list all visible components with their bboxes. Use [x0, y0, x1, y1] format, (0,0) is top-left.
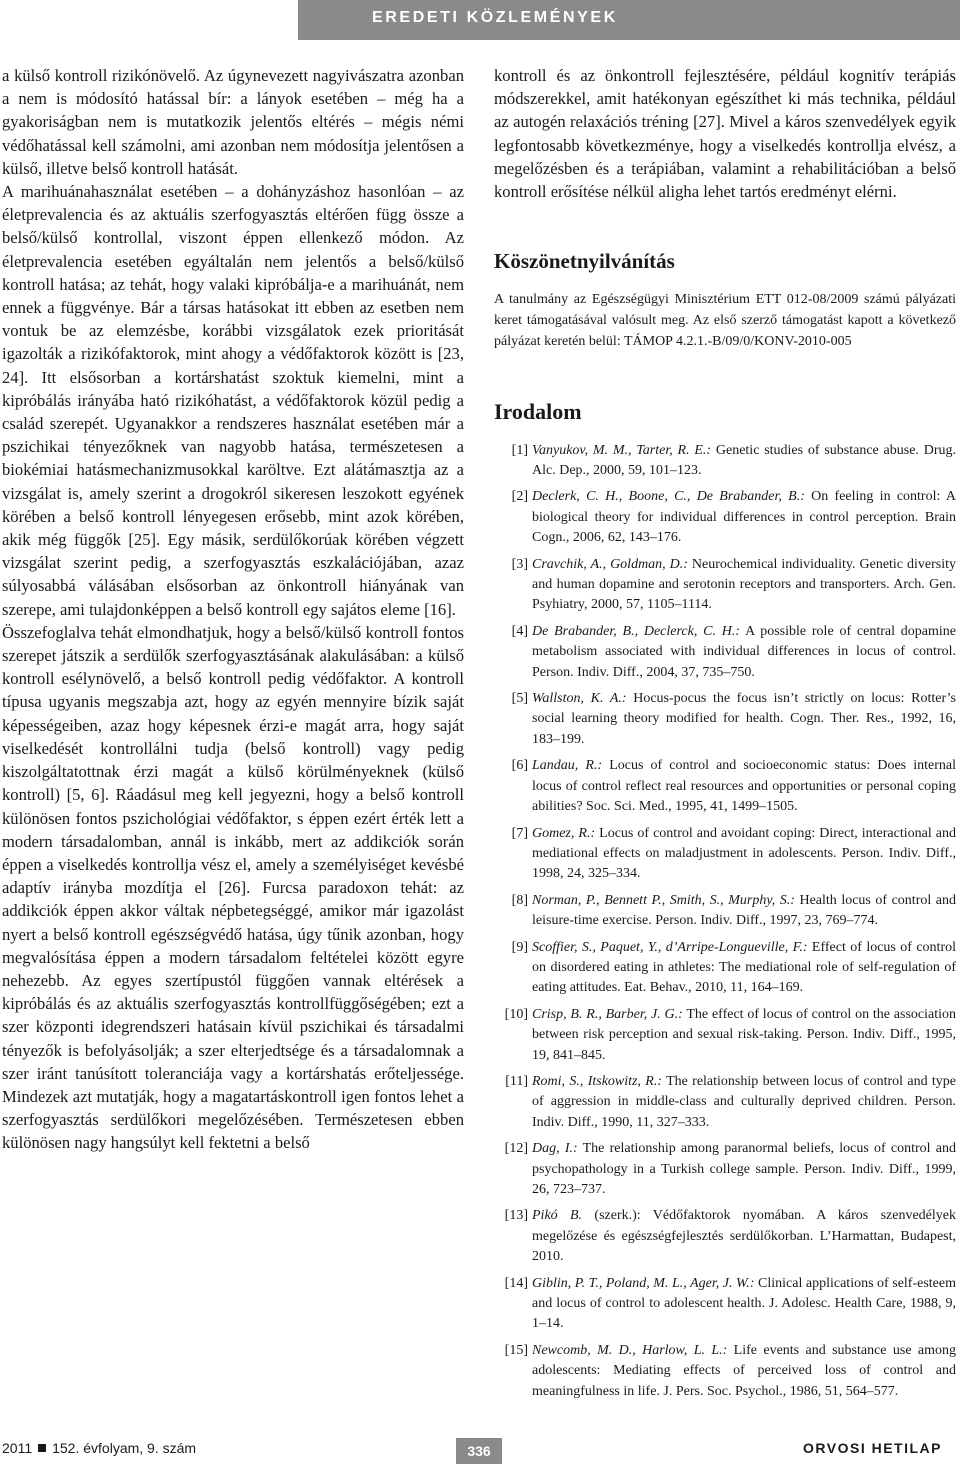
reference-number: [7] — [511, 825, 528, 841]
reference-number: [15] — [504, 1342, 528, 1358]
reference-text: Locus of control and socioeconomic status: Does internal locus of control reflect real resources and opportunities or personal coping abilities? Soc. Sci. Med., 1995, 41, 1499–1505. — [532, 758, 956, 815]
reference-number: [14] — [504, 1275, 528, 1291]
reference-text: On feeling in control: A biological theory for individual differences in control perception. Brain Cogn., 2006, 62, 143–176. — [532, 489, 956, 546]
reference-list — [494, 441, 956, 1402]
reference-item — [494, 622, 956, 683]
reference-item — [494, 891, 956, 932]
paragraph: A marihuánahasználat esetében – a dohányzáshoz hasonlóan – az életprevalencia és az aktuális szerfogyasztás eltérően függ össze a belső/külső kontrollal, viszont éppen ellenkező módon. Az életprevalencia esetében egyáltalán nem jelentős a belső/külső kontroll hatása; az tehát, hogy valaki kipróbálja-e a marihuánát, nem ennek a függvénye. Bár a társas hatásokat itt ebben az esetben nem vontuk be az elemzésbe, korábbi vizsgálatok ezek prioritását igazolták a rizikófaktorok, mint ahogy a védőfaktorok között is [23, 24]. Itt elsősorban a kortárshatást szoktuk kiemelni, mint a kipróbálás irányába ható rizikóhatást, a védőfaktorok közül pedig a család szerepét. Ugyanakkor a rendszeres használat esetében már a pszichikai tényezőknek van nagyobb hatása, természetesen a biokémiai hatásmechanizmusokkal karöltve. Ezt alátámasztja az a vizsgálat is, amely szerint a drogokról sikeresen leszokott egyének körében a belső kontroll lényegesen erősebb, mint azok körében, akik még függők [25]. Egy másik, serdülőkorúak körében végzett vizsgálat szerint pedig, a szerfogyasztás eszkalációjában, azaz súlyosabbá válásában elsősorban az önkontroll hiányának van szerepe, ami tulajdonképpen a belső kontroll egy sajátos eleme [16]. — [2, 182, 464, 619]
reference-number: [9] — [511, 939, 528, 955]
reference-authors: Newcomb, M. D., Harlow, L. L.: — [532, 1342, 728, 1358]
journal-name: ORVOSI HETILAP — [803, 1440, 942, 1456]
reference-number: [4] — [511, 623, 528, 639]
reference-text: Effect of locus of control on disordered eating in athletes: The mediational role of self-regulation of eating attitudes. Eat. Behav., 2010, 11, 164–169. — [532, 939, 956, 996]
reference-number: [5] — [511, 691, 528, 707]
section-header — [298, 0, 960, 40]
square-bullet-icon — [38, 1444, 46, 1452]
references-heading: Irodalom — [494, 398, 582, 424]
acknowledgement-text: A tanulmány az Egészségügyi Minisztérium ETT 012-08/2009 számú pályázati keret támogatásával valósult meg. Az első szerző támogatást kapott a következő pályázat keretén belül: TÁMOP 4.2.1.-B/09/0/KONV-2010-005 — [494, 292, 956, 349]
reference-authors: Dag, I.: — [532, 1141, 578, 1157]
reference-number: [8] — [511, 892, 528, 908]
reference-number: [2] — [511, 489, 528, 505]
reference-text: The relationship among paranormal beliefs, locus of control and psychopathology in a Turkish college sample. Person. Indiv. Diff., 1999, 26, 723–737. — [532, 1141, 956, 1198]
reference-text: Locus of control and avoidant coping: Direct, interactional and mediational effects on maladjustment in adolescents. Person. Indiv. Diff., 1998, 24, 325–334. — [532, 825, 956, 882]
reference-authors: Crisp, B. R., Barber, J. G.: — [532, 1006, 683, 1022]
reference-item — [494, 1005, 956, 1066]
page-number: 336 — [456, 1438, 502, 1464]
reference-item — [494, 487, 956, 548]
reference-number: [10] — [504, 1006, 528, 1022]
reference-item — [494, 1341, 956, 1402]
reference-number: [12] — [504, 1141, 528, 1157]
reference-text: Neurochemical individuality. Genetic diversity and human dopamine and serotonin receptors and transporters. Arch. Gen. Psyhiatry, 2000, 57, 1105–1114. — [532, 556, 956, 613]
reference-text: Hocus-pocus the focus isn’t strictly on locus: Rotter’s social learning theory modified for health. Cogn. Ther. Res., 1992, 16, 183–199. — [532, 691, 957, 747]
right-column — [494, 64, 956, 1408]
reference-item — [494, 1206, 956, 1267]
page-footer — [0, 1434, 960, 1464]
reference-item — [494, 938, 956, 999]
reference-authors: Giblin, P. T., Poland, M. L., Ager, J. W.: — [532, 1275, 755, 1291]
acknowledgement-heading: Köszönetnyilvánítás — [494, 249, 675, 274]
reference-authors: Pikó B. — [532, 1208, 583, 1224]
issue-year: 2011 — [2, 1440, 33, 1456]
paragraph: a külső kontroll rizikónövelő. Az úgynevezett nagyivászatra azonban a nem is módosító hatással bír: a lányok esetében – még ha a gyakoriságban nem is mutatkozik jelentős eltérés – mégis némi védőhatással kell számolni, ami azonban nem módosítja jelentősen a külső, illetve belső kontroll hatását. — [2, 66, 464, 178]
reference-text: A possible role of central dopamine metabolism associated with individual differences in locus of control. Person. Indiv. Diff., 2004, 37, 735–750. — [532, 623, 956, 680]
reference-number: [1] — [511, 442, 528, 458]
issue-info — [2, 1440, 196, 1456]
reference-text: Life events and substance use among adolescents: Mediating effects of perceived loss of control and meaningfulness in life. J. Pers. Soc. Psychol., 1986, 51, 564–577. — [532, 1342, 957, 1399]
reference-number: [3] — [511, 556, 528, 572]
reference-item — [494, 441, 956, 482]
reference-number: [6] — [511, 758, 528, 774]
reference-text: Health locus of control and leisure-time exercise. Person. Indiv. Diff., 1997, 23, 769–774. — [532, 892, 956, 929]
reference-item — [494, 555, 956, 616]
left-column — [2, 64, 464, 1155]
reference-authors: Landau, R.: — [532, 758, 603, 774]
reference-text: Genetic studies of substance abuse. Drug. Alc. Dep., 2000, 59, 101–123. — [532, 442, 956, 479]
reference-authors: Norman, P., Bennett P., Smith, S., Murphy, S.: — [532, 892, 795, 908]
issue-volume: 152. évfolyam, 9. szám — [52, 1440, 197, 1456]
reference-item — [494, 1274, 956, 1335]
reference-authors: Wallston, K. A.: — [532, 691, 627, 707]
reference-text: The relationship between locus of control and type of aggression in middle-class and culturally deprived children. Person. Indiv. Diff., 1990, 11, 327–333. — [532, 1073, 957, 1130]
reference-item — [494, 1072, 956, 1133]
reference-authors: Gomez, R.: — [532, 825, 596, 841]
reference-text: Clinical applications of self-esteem and locus of control to adolescent health. J. Adolesc. Health Care, 1988, 9, 1–14. — [532, 1275, 956, 1332]
paragraph: kontroll és az önkontroll fejlesztésére, például kognitív terápiás módszerekkel, amit hatékonyan egészíthet ki más technika, például az autogén relaxációs tréning [27]. Mivel a káros szenvedélyek egyik legfontosabb következménye, hogy a viselkedés kontrollja elvész, a megelőzésben és a terápiában, valamint a rehabilitációban a belső kontroll erősítése nélkül aligha lehet tartós eredményt elérni. — [494, 66, 956, 202]
reference-authors: Declerk, C. H., Boone, C., De Brabander, B.: — [532, 489, 805, 505]
reference-item — [494, 689, 956, 750]
reference-authors: Scoffier, S., Paquet, Y., d’Arripe-Longueville, F.: — [532, 939, 808, 955]
reference-item — [494, 824, 956, 885]
reference-number: [11] — [505, 1073, 528, 1089]
reference-text: (szerk.): Védőfaktorok nyomában. A káros szenvedélyek megelőzése és egészségfejlesztés serdülőkorban. L’Harmattan, Budapest, 2010. — [532, 1208, 956, 1265]
reference-authors: Romi, S., Itskowitz, R.: — [532, 1073, 663, 1089]
reference-item — [494, 756, 956, 817]
section-title: EREDETI KÖZLEMÉNYEK — [372, 9, 618, 26]
reference-number: [13] — [504, 1208, 528, 1224]
reference-authors: De Brabander, B., Declerck, C. H.: — [532, 623, 741, 639]
reference-item — [494, 1139, 956, 1200]
reference-text: The effect of locus of control on the association between risk perception and sexual risk-taking. Person. Indiv. Diff., 1995, 19, 841–845. — [532, 1006, 956, 1063]
reference-authors: Vanyukov, M. M., Tarter, R. E.: — [532, 442, 712, 458]
paragraph: Összefoglalva tehát elmondhatjuk, hogy a belső/külső kontroll fontos szerepet játszik a serdülők szerfogyasztásának alakulásában: a külső kontroll esélynövelő, a belső kontroll pedig védőfaktor. A kontroll típusa ugyanis megszabja azt, hogy az egyén mennyire bízik saját képességeiben, azaz hogy képesnek érzi-e magát arra, hogy saját viselkedését kontrollálni tudja (belső kontroll) vagy pedig kiszolgáltatottnak érzi magát a külső körülményeknek (külső kontroll) [5, 6]. Ráadásul meg kell jegyezni, hogy a belső kontroll különösen fontos pszichológiai védőfaktor, s éppen ezért érték lett a modern társadalomban, annál is inkább, mert az addikciók során éppen a viselkedés kontrollja vész el, amely a személyiséget kevésbé adaptív irányba mozdítja el [26]. Furcsa paradoxon tehát: az addikciók éppen akkor váltak népbetegséggé, amikor már igazolást nyert a belső kontroll egészségvédő hatása, úgy tűnik azonban, hogy megvalósítása éppen a modern társadalom feltételei között egyre nehezebb. Az egyes szertípustól függően vannak eltérések a kipróbálás és az aktuális szerfogyasztás kontrollfüggőségében; ezt a szer központi idegrendszeri hatásain kívül pszichikai és társadalmi tényezők is befolyásolják; a szer elterjedtsége és a társadalomnak a szer iránt tanúsított toleranciája vagy a kortárshatás erőteljessége. Mindezek azt mutatják, hogy a magatartáskontroll igen fontos lehet a szerfogyasztás serdülőkori megelőzésében. Természetesen ebben különösen nagy hangsúlyt kell fektetni a belső — [2, 622, 464, 1153]
reference-authors: Cravchik, A., Goldman, D.: — [532, 556, 688, 572]
